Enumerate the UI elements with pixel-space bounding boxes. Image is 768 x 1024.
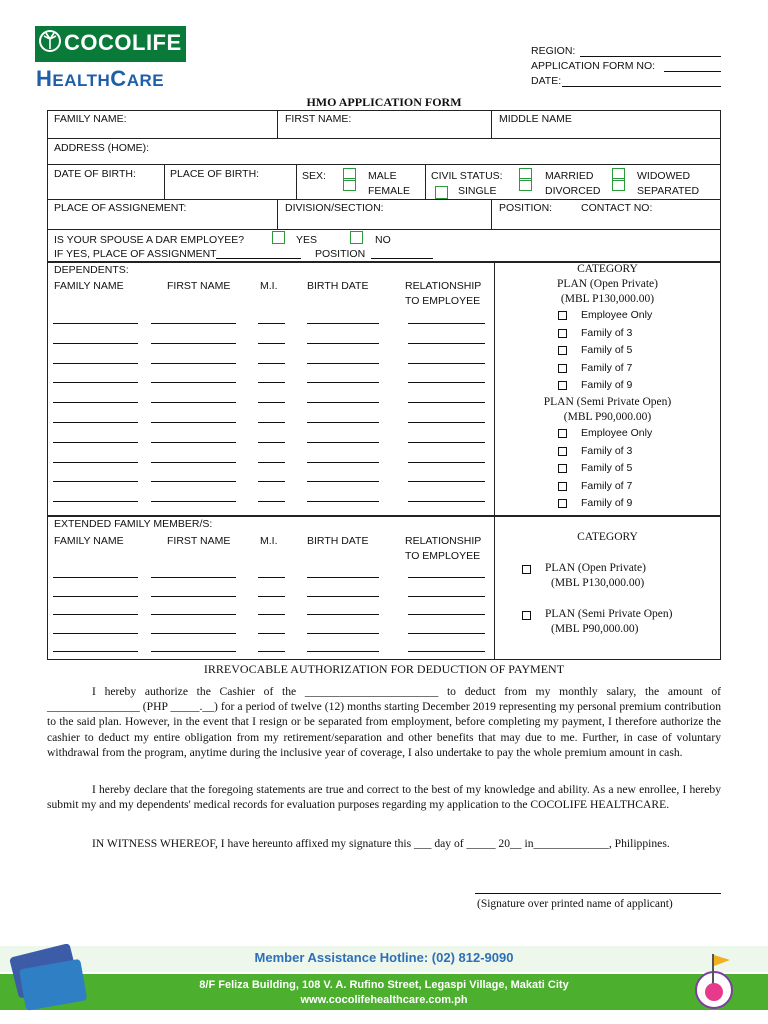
separated-label: SEPARATED <box>637 185 700 197</box>
ext-col-rel2: TO EMPLOYEE <box>405 550 481 562</box>
category1-mbl1: (MBL P130,000.00) <box>560 293 655 305</box>
row-field[interactable] <box>258 422 285 423</box>
contact-label: CONTACT NO: <box>581 202 653 214</box>
address-label: ADDRESS (HOME): <box>54 142 150 154</box>
category1-mbl2: (MBL P90,000.00) <box>563 411 652 423</box>
female-checkbox[interactable] <box>343 178 356 191</box>
divorced-checkbox[interactable] <box>519 178 532 191</box>
category2-mbl1: (MBL P130,000.00) <box>551 577 645 589</box>
plan1-option-label: Family of 5 <box>581 344 633 356</box>
single-label: SINGLE <box>458 185 497 197</box>
row-field[interactable] <box>258 323 285 324</box>
region-input[interactable] <box>580 56 721 57</box>
row-field[interactable] <box>408 422 485 423</box>
row-field[interactable] <box>53 501 138 502</box>
married-label: MARRIED <box>545 170 594 182</box>
row-field[interactable] <box>408 343 485 344</box>
ext-col-family: FAMILY NAME <box>54 535 124 547</box>
row-field[interactable] <box>151 633 236 634</box>
row-field[interactable] <box>151 462 236 463</box>
cat2-plan1-checkbox[interactable] <box>522 565 531 574</box>
date-label: DATE: <box>531 75 562 87</box>
row-field[interactable] <box>53 422 138 423</box>
brand-name: COCOLIFE <box>64 30 182 55</box>
row-field[interactable] <box>151 363 236 364</box>
row-field[interactable] <box>151 614 236 615</box>
row-field[interactable] <box>151 481 236 482</box>
row-field[interactable] <box>408 633 485 634</box>
plan2-option-label: Employee Only <box>581 427 653 439</box>
row-field[interactable] <box>307 501 379 502</box>
category2-plan1: PLAN (Open Private) <box>545 562 646 574</box>
row-field[interactable] <box>258 402 285 403</box>
if-yes-input[interactable] <box>216 258 301 259</box>
row-field[interactable] <box>53 614 138 615</box>
row-field[interactable] <box>307 442 379 443</box>
single-checkbox[interactable] <box>435 186 448 199</box>
row-field[interactable] <box>258 651 285 652</box>
row-field[interactable] <box>307 382 379 383</box>
row-field[interactable] <box>408 363 485 364</box>
coconut-tree-icon <box>38 29 62 53</box>
row-field[interactable] <box>408 382 485 383</box>
row-field[interactable] <box>53 633 138 634</box>
ext-col-birth: BIRTH DATE <box>307 535 369 547</box>
row-field[interactable] <box>53 442 138 443</box>
row-field[interactable] <box>307 614 379 615</box>
row-field[interactable] <box>408 501 485 502</box>
dep-col-rel2: TO EMPLOYEE <box>405 295 481 307</box>
row-field[interactable] <box>258 577 285 578</box>
row-field[interactable] <box>408 442 485 443</box>
row-field[interactable] <box>408 323 485 324</box>
plan1-option-checkbox[interactable] <box>558 329 567 338</box>
if-yes-label: IF YES, PLACE OF ASSIGNMENT <box>54 248 217 260</box>
dep-col-mi: M.I. <box>260 280 278 292</box>
row-field[interactable] <box>408 481 485 482</box>
category1-heading: CATEGORY <box>577 263 638 275</box>
plan2-option-checkbox[interactable] <box>558 429 567 438</box>
authorization-title: IRREVOCABLE AUTHORIZATION FOR DEDUCTION OF PAYMENT <box>203 662 565 676</box>
row-field[interactable] <box>53 363 138 364</box>
authorization-p3: IN WITNESS WHEREOF, I have hereunto affixed my signature this ___ day of _____ 20__ in_____________, Philippines. <box>92 837 670 850</box>
authorization-p2: I hereby declare that the foregoing statements are true and correct to the best of my knowledge and ability. As a new enrollee, I hereby submit my and my dependents' medical records for evaluation purposes regarding my application to the COCOLIFE HEALTHCARE. <box>47 783 721 812</box>
plan2-option-checkbox[interactable] <box>558 499 567 508</box>
row-field[interactable] <box>258 614 285 615</box>
row-field[interactable] <box>408 651 485 652</box>
row-field[interactable] <box>151 442 236 443</box>
row-field[interactable] <box>307 596 379 597</box>
cat2-plan2-checkbox[interactable] <box>522 611 531 620</box>
plan1-option-checkbox[interactable] <box>558 364 567 373</box>
row-field[interactable] <box>53 343 138 344</box>
first-name-label: FIRST NAME: <box>285 113 352 125</box>
spouse-no-checkbox[interactable] <box>350 231 363 244</box>
brand-subtitle: HEALTHCARE <box>36 66 165 91</box>
row-field[interactable] <box>258 363 285 364</box>
row-field[interactable] <box>307 363 379 364</box>
plan1-option-label: Family of 3 <box>581 326 633 339</box>
dependents-heading: DEPENDENTS: <box>54 264 129 276</box>
row-field[interactable] <box>307 481 379 482</box>
row-field[interactable] <box>307 633 379 634</box>
position2-label: POSITION <box>315 248 366 260</box>
row-field[interactable] <box>151 651 236 652</box>
signature-line[interactable] <box>475 893 721 894</box>
dep-col-rel: RELATIONSHIP <box>405 280 482 292</box>
row-field[interactable] <box>307 402 379 403</box>
row-field[interactable] <box>53 651 138 652</box>
row-field[interactable] <box>53 323 138 324</box>
row-field[interactable] <box>258 633 285 634</box>
middle-name-label: MIDDLE NAME <box>499 113 572 125</box>
row-field[interactable] <box>258 596 285 597</box>
plan2-option-label: Family of 5 <box>581 462 633 474</box>
row-field[interactable] <box>307 422 379 423</box>
plan2-option-checkbox[interactable] <box>558 447 567 456</box>
extended-heading: EXTENDED FAMILY MEMBER/S: <box>54 518 213 530</box>
row-field[interactable] <box>53 382 138 383</box>
row-field[interactable] <box>53 481 138 482</box>
dob-label: DATE OF BIRTH: <box>54 168 136 180</box>
row-field[interactable] <box>258 442 285 443</box>
place-assign-label: PLACE OF ASSIGNEMENT: <box>54 202 187 214</box>
plan1-option-label: Family of 7 <box>581 361 633 374</box>
yes-label: YES <box>296 234 318 246</box>
footer-hotline: Member Assistance Hotline: (02) 812-9090 <box>254 950 514 965</box>
category1-plan2: PLAN (Semi Private Open) <box>543 396 672 408</box>
row-field[interactable] <box>151 501 236 502</box>
pob-label: PLACE OF BIRTH: <box>170 168 260 180</box>
row-field[interactable] <box>258 382 285 383</box>
app-form-no-label: APPLICATION FORM NO: <box>531 60 656 72</box>
plan1-option-label: Employee Only <box>581 309 653 321</box>
plan1-option-checkbox[interactable] <box>558 381 567 390</box>
category2-plan2: PLAN (Semi Private Open) <box>545 608 673 620</box>
dep-col-first: FIRST NAME <box>167 280 231 292</box>
widowed-label: WIDOWED <box>637 170 691 182</box>
civil-status-label: CIVIL STATUS: <box>431 170 503 182</box>
row-field[interactable] <box>408 596 485 597</box>
row-field[interactable] <box>151 382 236 383</box>
divorced-label: DIVORCED <box>545 185 601 197</box>
sex-label: SEX: <box>302 170 326 182</box>
row-field[interactable] <box>258 343 285 344</box>
ext-col-first: FIRST NAME <box>167 535 231 547</box>
authorization-p1: I hereby authorize the Cashier of the _______________________ to deduct from my monthly salary, the amount of ________________ (PHP _____.__) for a period of twelve (12) months starting December 2019 representing my personal premium contribution to the said plan. However, in the event that I resign or be separated from employment, before completing my payment, I therefore authorize the cashier to deduct my entire obligation from my retirement/separation and other benefits that may due to me. Further, in case of voluntary withdrawal from the program, anytime during the inclusive year of coverage, I also undertake to pay the whole premium amount in cash. <box>47 685 721 759</box>
date-input[interactable] <box>562 86 721 87</box>
row-field[interactable] <box>307 343 379 344</box>
category1-plan1: PLAN (Open Private) <box>557 278 658 290</box>
row-field[interactable] <box>408 614 485 615</box>
row-field[interactable] <box>151 343 236 344</box>
row-field[interactable] <box>53 402 138 403</box>
row-field[interactable] <box>151 402 236 403</box>
plan2-option-label: Family of 9 <box>581 497 633 509</box>
row-field[interactable] <box>151 422 236 423</box>
row-field[interactable] <box>258 501 285 502</box>
dep-col-family: FAMILY NAME <box>54 280 124 292</box>
footer-website[interactable]: www.cocolifehealthcare.com.ph <box>300 994 468 1006</box>
footer-address: 8/F Feliza Building, 108 V. A. Rufino Street, Legaspi Village, Makati City <box>199 979 569 991</box>
spouse-yes-checkbox[interactable] <box>272 231 285 244</box>
app-form-no-input[interactable] <box>664 71 721 72</box>
row-field[interactable] <box>307 651 379 652</box>
ext-col-mi: M.I. <box>260 535 278 547</box>
row-field[interactable] <box>151 596 236 597</box>
category2-mbl2: (MBL P90,000.00) <box>551 623 639 635</box>
row-field[interactable] <box>258 481 285 482</box>
row-field[interactable] <box>53 462 138 463</box>
row-field[interactable] <box>53 596 138 597</box>
region-label: REGION: <box>531 45 576 57</box>
plan1-option-checkbox[interactable] <box>558 346 567 355</box>
row-field[interactable] <box>151 577 236 578</box>
category2-heading: CATEGORY <box>577 531 638 543</box>
row-field[interactable] <box>307 323 379 324</box>
male-label: MALE <box>368 170 397 182</box>
row-field[interactable] <box>151 323 236 324</box>
row-field[interactable] <box>53 577 138 578</box>
plan2-option-label: Family of 3 <box>581 444 633 457</box>
position2-input[interactable] <box>371 258 433 259</box>
row-field[interactable] <box>258 462 285 463</box>
position-label: POSITION: <box>499 202 553 214</box>
division-label: DIVISION/SECTION: <box>285 202 384 214</box>
family-name-label: FAMILY NAME: <box>54 113 127 125</box>
plan2-option-checkbox[interactable] <box>558 482 567 491</box>
row-field[interactable] <box>408 577 485 578</box>
form-title: HMO APPLICATION FORM <box>306 95 462 109</box>
no-label: NO <box>375 234 391 246</box>
plan2-option-label: Family of 7 <box>581 479 633 492</box>
row-field[interactable] <box>307 577 379 578</box>
ext-col-rel: RELATIONSHIP <box>405 535 482 547</box>
dep-col-birth: BIRTH DATE <box>307 280 369 292</box>
plan1-option-checkbox[interactable] <box>558 311 567 320</box>
plan2-option-checkbox[interactable] <box>558 464 567 473</box>
row-field[interactable] <box>408 462 485 463</box>
row-field[interactable] <box>408 402 485 403</box>
row-field[interactable] <box>307 462 379 463</box>
female-label: FEMALE <box>368 185 411 197</box>
spouse-question: IS YOUR SPOUSE A DAR EMPLOYEE? <box>54 234 245 246</box>
separated-checkbox[interactable] <box>612 178 625 191</box>
signature-caption: (Signature over printed name of applicant) <box>477 898 673 910</box>
plan1-option-label: Family of 9 <box>581 379 633 391</box>
